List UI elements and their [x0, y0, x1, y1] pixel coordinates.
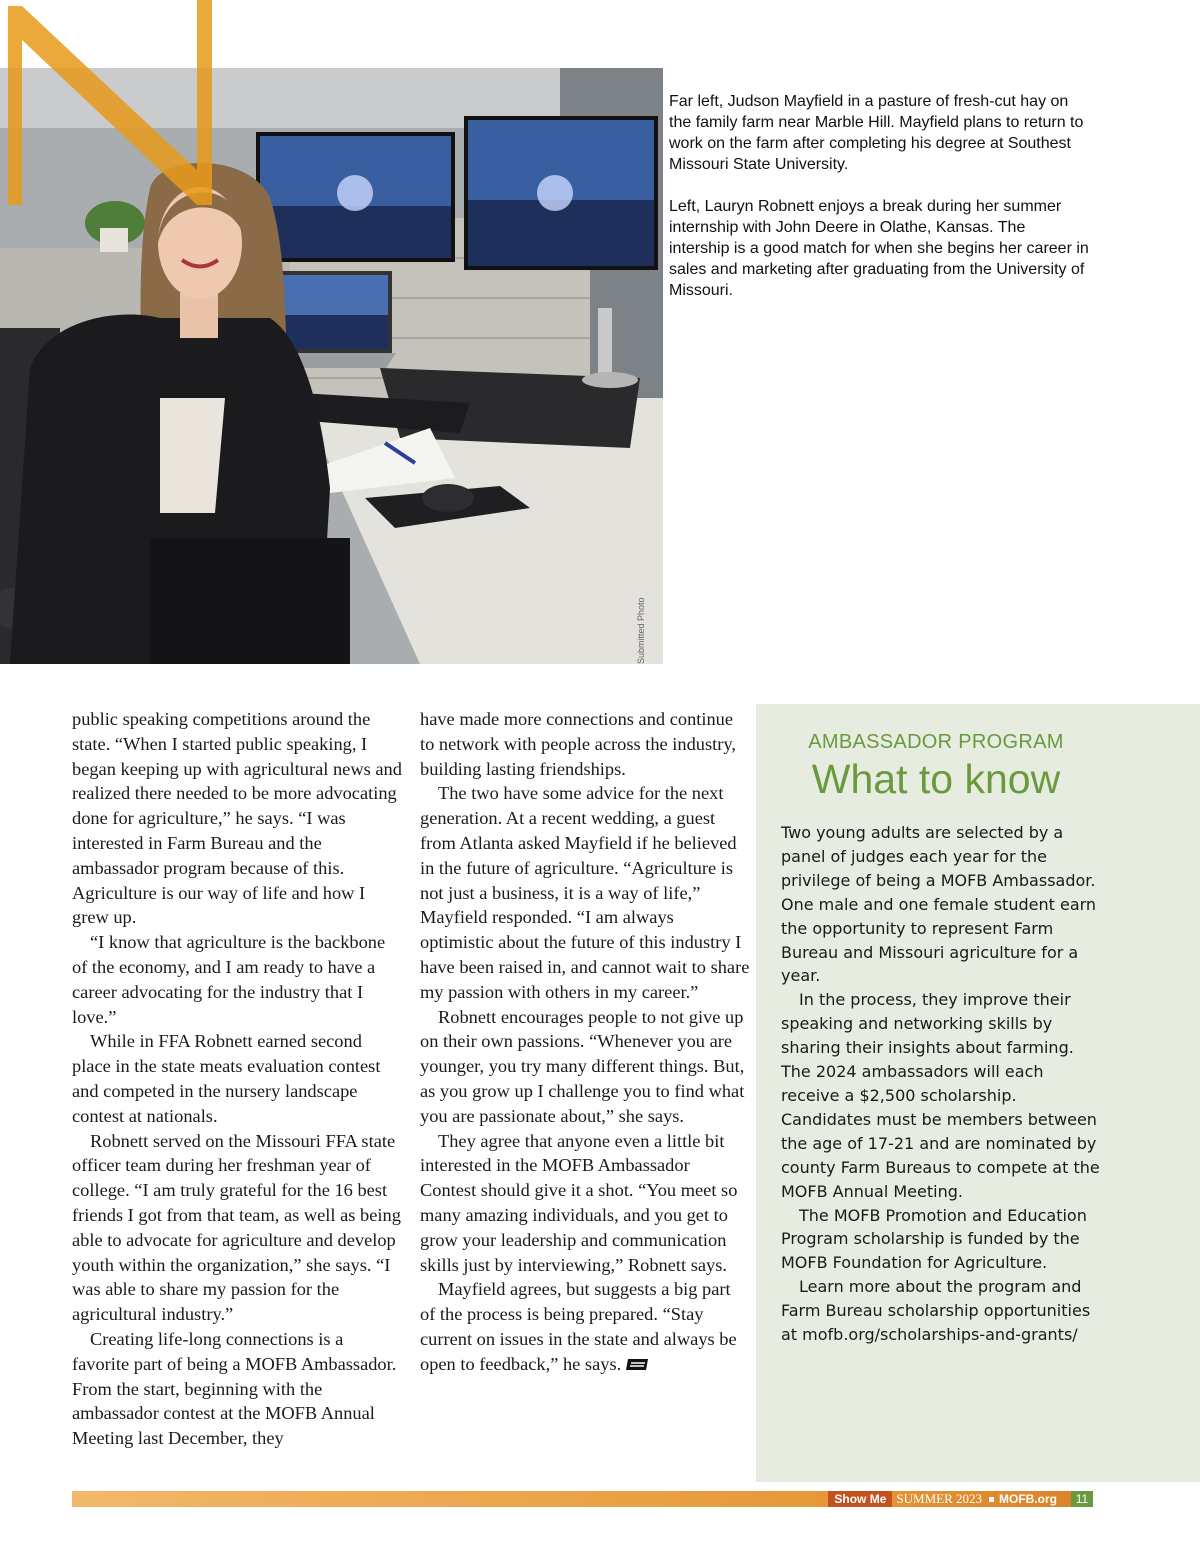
drop-cap-n-ornament: [0, 0, 215, 205]
sidebar-body: [781, 821, 1101, 1347]
sidebar-paragraph: In the process, they improve their speaking and networking skills by sharing their insights about farming. The 2024 ambassadors will each receive a $2,500 scholarship. Candidates must be members between the age of 17-21 and are nominated by county Farm Bureaus to compete at the MOFB Annual Meeting.: [781, 990, 1100, 1201]
sidebar-kicker: AMBASSADOR PROGRAM: [808, 731, 1064, 753]
article-paragraph: While in FFA Robnett earned second place in the state meats evaluation contest and competed in the nursery landscape contest at nationals.: [72, 1031, 381, 1126]
article-paragraph: The two have some advice for the next generation. At a recent wedding, a guest from Atlanta asked Mayfield if he believed in the future of agriculture. “Agriculture is not just a business, it is a way of life,” Mayfield responded. “I am always optimistic about the future of this industry I have been raised in, and cannot wait to share my passion with others in my career.”: [420, 783, 750, 1002]
page-footer: [828, 1491, 1093, 1507]
farm-bureau-end-mark-icon: [626, 1359, 648, 1370]
sidebar-paragraph: Learn more about the program and Farm Bureau scholarship opportunities at mofb.org/scholarships-and-grants/: [781, 1277, 1091, 1345]
article-column-2: [420, 707, 750, 1377]
caption-paragraph: Left, Lauryn Robnett enjoys a break during her summer internship with John Deere in Olathe, Kansas. The intership is a good match for when she begins her career in sales and marketing after graduating from the University of Missouri.: [669, 198, 1089, 299]
article-paragraph: [420, 1277, 750, 1376]
article-column-1: [72, 707, 402, 1451]
issue-season: SUMMER 2023: [896, 1491, 982, 1506]
sidebar-paragraph: Two young adults are selected by a panel of judges each year for the privilege of being a MOFB Ambassador. One male and one female student earn the opportunity to represent Farm Bureau and Missouri agriculture for a year.: [781, 823, 1097, 986]
what-to-know-sidebar: [756, 704, 1200, 1482]
article-paragraph: They agree that anyone even a little bit interested in the MOFB Ambassador Contest should give it a shot. “You meet so many amazing individuals, and you get to grow your leadership and communication skills just by interviewing,” Robnett says.: [420, 1130, 738, 1275]
article-paragraph: Robnett encourages people to not give up on their own passions. “Whenever you are younger, you try many different things. But, as you grow up I challenge you to find what you are passionate about,” she says.: [420, 1006, 745, 1126]
article-final-text: Mayfield agrees, but suggests a big part of the process is being prepared. “Stay current on issues in the state and always be open to feedback,” he says.: [420, 1279, 737, 1374]
article-paragraph: public speaking competitions around the state. “When I started public speaking, I began keeping up with agricultural news and realized there needed to be more advocating done for agriculture,” he says. “I was interested in Farm Bureau and the ambassador program because of this. Agriculture is our way of life and how I grew up.: [72, 709, 402, 928]
sidebar-title: What to know: [811, 756, 1061, 802]
article-paragraph: “I know that agriculture is the backbone of the economy, and I am ready to have a career advocating for the industry that I love.”: [72, 932, 386, 1027]
page-number: 11: [1071, 1491, 1093, 1507]
footer-website: MOFB.org: [999, 1492, 1057, 1506]
magazine-brand: Show Me: [828, 1491, 892, 1507]
article-paragraph: Creating life-long connections is a favorite part of being a MOFB Ambassador. From the start, beginning with the ambassador contest at the MOFB Annual Meeting last December, they: [72, 1328, 397, 1449]
article-paragraph: Robnett served on the Missouri FFA state officer team during her freshman year of college. “I am truly grateful for the 16 best friends I got from that team, as well as being able to advocate for agriculture and develop youth within the organization,” she says. “I was able to share my passion for the agricultural industry.”: [72, 1130, 401, 1325]
photo-credit: Submitted Photo: [636, 597, 646, 664]
footer-separator: [989, 1497, 994, 1502]
sidebar-paragraph: The MOFB Promotion and Education Program scholarship is funded by the MOFB Foundation for Agriculture.: [781, 1205, 1087, 1273]
photo-caption: [669, 91, 1089, 322]
article-paragraph: have made more connections and continue to network with people across the industry, building lasting friendships.: [420, 709, 736, 779]
caption-paragraph: Far left, Judson Mayfield in a pasture of fresh-cut hay on the family farm near Marble Hill. Mayfield plans to return to work on the farm after completing his degree at Southest Missouri State University.: [669, 93, 1084, 173]
